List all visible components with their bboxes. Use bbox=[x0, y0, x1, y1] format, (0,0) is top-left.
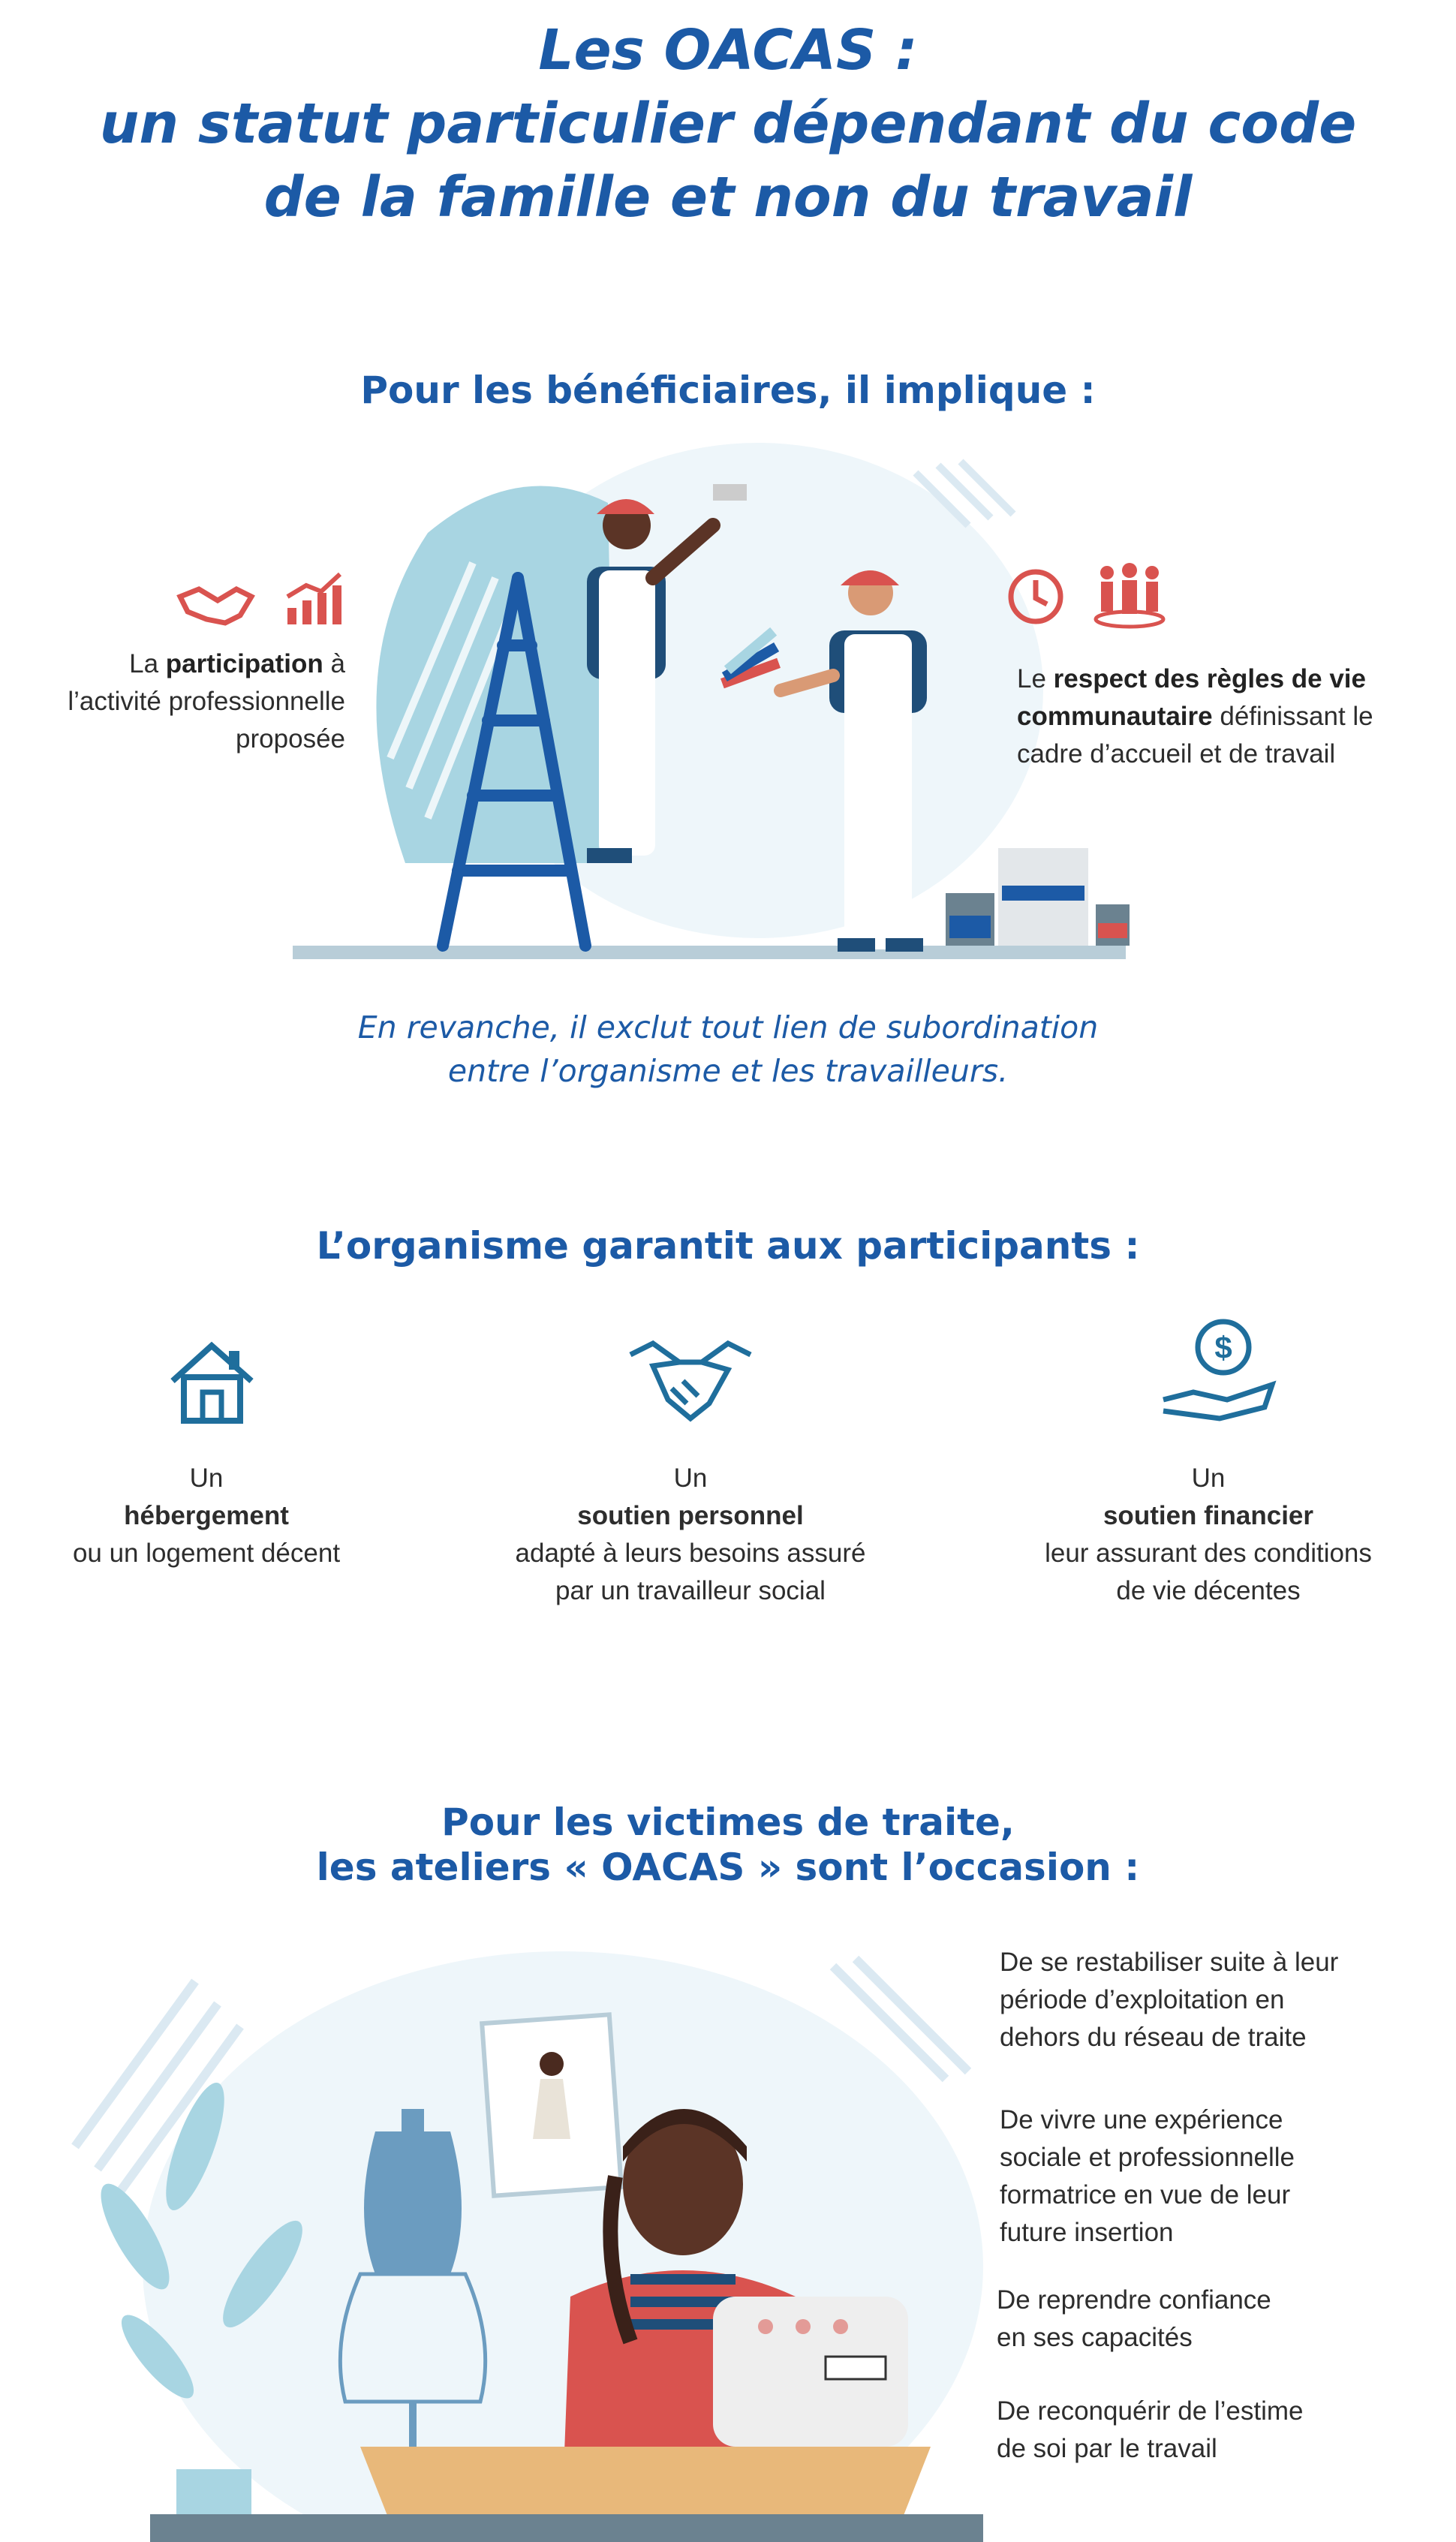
handshake-icon bbox=[176, 582, 255, 627]
title-line-1: Les OACAS : bbox=[538, 18, 918, 83]
occasion-item-2: De vivre une expérience sociale et professionnelle formatrice en vue de leur future insertion bbox=[1000, 2105, 1295, 2247]
occasion-item-1: De se restabiliser suite à leur période d’exploitation en dehors du réseau de traite bbox=[1000, 1948, 1339, 2052]
sewing-illustration bbox=[45, 1921, 1021, 2542]
house-icon bbox=[169, 1340, 255, 1426]
svg-text:$: $ bbox=[1214, 1330, 1232, 1365]
occasion-item-4: De reconquérir de l’estime de soi par le travail bbox=[997, 2396, 1304, 2463]
guarantee-financial-support: Un soutien financier leur assurant des conditions de vie décentes bbox=[1045, 1464, 1372, 1605]
financial-support-icon bbox=[1160, 1317, 1280, 1430]
title-line-2: un statut particulier dépendant du code bbox=[99, 92, 1357, 156]
victims-heading: Pour les victimes de traite, les ateliers « OACAS » sont l’occasion : bbox=[316, 1800, 1140, 1889]
support-handshake-icon bbox=[627, 1336, 754, 1433]
clock-icon bbox=[1006, 567, 1066, 627]
occasion-item-3: De reprendre confiance en ses capacités bbox=[997, 2285, 1271, 2352]
participation-text: La participation à l’activité professionnelle proposée bbox=[68, 649, 345, 754]
beneficiaries-heading: Pour les bénéficiaires, il implique : bbox=[360, 369, 1096, 412]
community-icon bbox=[1092, 559, 1167, 630]
exclusion-note: En revanche, il exclut tout lien de subordination entre l’organisme et les travailleurs. bbox=[357, 1009, 1099, 1089]
title-line-3: de la famille et non du travail bbox=[263, 165, 1193, 230]
guarantee-personal-support: Un soutien personnel adapté à leurs besoins assuré par un travailleur social bbox=[515, 1464, 866, 1605]
guarantees-heading: L’organisme garantit aux participants : bbox=[316, 1224, 1140, 1268]
page-title bbox=[0, 14, 1456, 234]
community-rules-text: Le respect des règles de vie communautaire définissant le cadre d’accueil et de travail bbox=[1017, 664, 1373, 769]
growth-chart-icon bbox=[284, 570, 344, 627]
guarantee-housing: Un hébergement ou un logement décent bbox=[72, 1464, 341, 1568]
painters-illustration bbox=[293, 443, 1141, 968]
